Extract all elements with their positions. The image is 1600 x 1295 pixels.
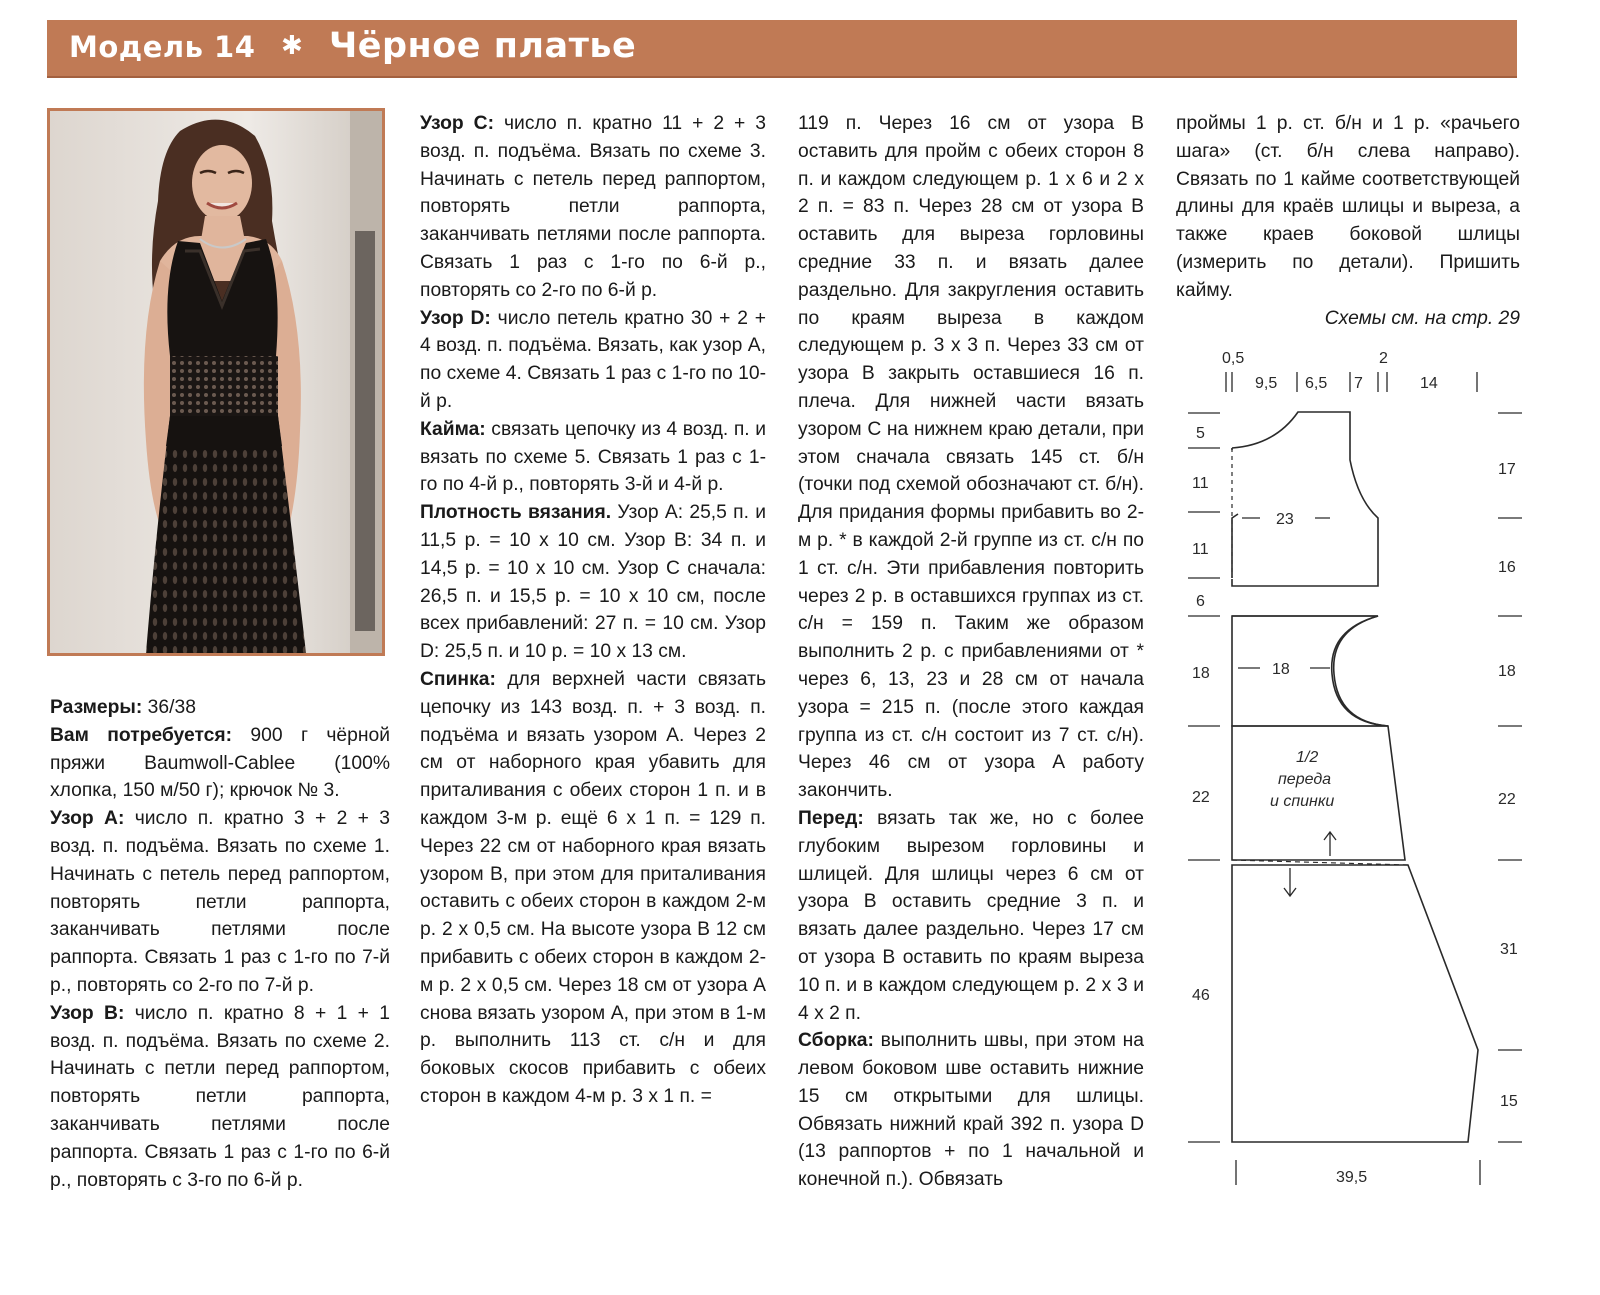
sizes-label: Размеры: — [50, 697, 143, 718]
back-text: для верхней части связать цепочку из 143 возд. п. + 3 возд. п. подъёма и вязать узором А. Через 2 см от наборного края убавить для приталивания с обеих сторон 1 п. и в каждом 3-м р. ещё 6 х 1 п. = 129 п. Через 22 см от наборного края вязать узором В, при этом для приталивания оставить с обеих сторон в каждом 2-м р. 2 х 0,5 см. На высоте узора В 12 см прибавить с обеих сторон в каждом 2-м р. 2 х 0,5 см. Через 18 см от узора А снова вязать узором А, при этом в 1-м р. выполнить 113 ст. с/н и для боковых скосов прибавить с обеих сторон в каждом 4-м р. 3 х 1 п. = — [420, 668, 766, 1107]
asterisk-icon: ✱ — [281, 31, 304, 61]
piece-label-line-2: переда — [1278, 771, 1332, 788]
back-label: Спинка: — [420, 668, 496, 690]
page-title — [69, 26, 636, 66]
sizes-text: 36/38 — [142, 697, 196, 718]
text-column-4 — [1176, 110, 1520, 332]
dim-label-top-4: 2 — [1379, 350, 1388, 367]
pattern-a-label: Узор А: — [50, 808, 125, 830]
materials-text: 900 г чёрной пряжи Baumwoll-Cablee (100% хлопка, 150 м/50 г); крючок № 3. — [50, 724, 390, 802]
pattern-a-paragraph — [50, 805, 390, 1000]
text-column-1 — [50, 694, 390, 1194]
dim-label-left-0: 5 — [1196, 425, 1205, 442]
front-text: вязать так же, но с более глубоким вырезом горловины и шлицей. Для шлицы через 6 см от узора В оставить средние 3 п. и вязать далее раздельно. Через 17 см от узора В оставить по краям выреза 10 п. и в каждом следующем р. 2 х 3 и 4 х 2 п. — [798, 807, 1144, 1024]
dim-label-bottom: 39,5 — [1336, 1169, 1368, 1186]
front-label: Перед: — [798, 807, 864, 829]
model-title: Чёрное платье — [328, 26, 637, 66]
front-paragraph — [798, 805, 1144, 1027]
pattern-c-paragraph — [420, 110, 766, 305]
back-continued-paragraph: 119 п. Через 16 см от узора В оставить для пройм с обеих сторон 8 п. и каждом следующем р. 1 х 6 и 2 х 2 п. = 83 п. Через 28 см от узора В оставить для выреза горловины средние 33 п. и вязать далее раздельно. Для закругления оставить по краям выреза в каждом следующем р. 3 х 3 п. Через 33 см от узора В закрыть оставшиеся 16 п. плеча. Для нижней части вязать узором С на нижнем краю детали, при этом сначала связать 145 ст. б/н (точки под схемой обозначают ст. б/н). Для придания формы прибавить во 2-м р. * в каждой 2-й группе из ст. с/н по 1 ст. с/н. Эти прибавления повторить через 2 р. в оставшихся группах из ст. с/н = 159 п. Таким же образом выполнить 2 р. с прибавлениями от * через 6, 13, 23 и 28 см от начала узора = 215 п. (после этого каждая группа из ст. с/н состоит из 7 ст. с/н). Через 46 см от узора А работу закончить. — [798, 113, 1144, 802]
dim-label-right-1: 16 — [1498, 559, 1516, 576]
model-number: Модель 14 — [69, 30, 256, 64]
dim-label-top-3: 7 — [1354, 375, 1363, 392]
dim-label-right-4: 31 — [1500, 941, 1518, 958]
border-text: связать цепочку из 4 возд. п. и вязать по схеме 5. Связать 1 раз с 1-го по 4-й р., повторять 3-й и 4-й р. — [420, 418, 766, 496]
assembly-label: Сборка: — [798, 1030, 874, 1052]
pattern-b-label: Узор В: — [50, 1002, 125, 1024]
dim-label-left-2: 11 — [1192, 541, 1209, 558]
piece-label-line-3: и спинки — [1270, 793, 1335, 810]
sizes-paragraph — [50, 694, 390, 722]
gauge-label: Плотность вязания. — [420, 502, 612, 524]
dim-label-left-1: 11 — [1192, 475, 1209, 492]
model-photo — [47, 108, 385, 656]
gauge-paragraph — [420, 499, 766, 666]
dim-label-top-0: 0,5 — [1222, 350, 1245, 367]
schemes-reference: Схемы см. на стр. 29 — [1324, 307, 1520, 329]
back-paragraph — [420, 666, 766, 1111]
materials-paragraph — [50, 722, 390, 805]
dim-label-right-3: 22 — [1498, 791, 1516, 808]
pattern-d-text: число петель кратно 30 + 2 + 4 возд. п. подъёма. Вязать, как узор А, по схеме 4. Связать 1 раз с 1-го по 10-й р. — [420, 307, 766, 412]
materials-label: Вам потребуется: — [50, 724, 233, 746]
border-label: Кайма: — [420, 418, 486, 440]
pattern-c-label: Узор С: — [420, 113, 495, 134]
pattern-b-text: число п. кратно 8 + 1 + 1 возд. п. подъёма. Вязать по схеме 2. Начинать с петли перед раппортом, повторять петли раппорта, заканчивать петлями после раппорта. Связать 1 раз с 1-го по 6-й р., повторять с 3-го по 6-й р. — [50, 1002, 390, 1191]
model-photo-illustration — [50, 111, 382, 653]
dim-label-top-1: 9,5 — [1255, 375, 1278, 392]
piece-label-line-1: 1/2 — [1296, 749, 1319, 766]
dim-label-inner-1: 18 — [1272, 661, 1290, 678]
pattern-a-text: число п. кратно 3 + 2 + 3 возд. п. подъёма. Вязать по схеме 1. Начинать с петель перед раппортом, повторять петли раппорта, заканчивать петлями после раппорта. Связать 1 раз с 1-го по 7-й р., повторять со 2-го по 7-й р. — [50, 808, 390, 996]
border-paragraph — [420, 416, 766, 499]
pattern-outline — [1188, 372, 1522, 1185]
pattern-b-paragraph — [50, 1000, 390, 1195]
dim-label-inner-0: 23 — [1276, 511, 1294, 528]
dim-label-right-0: 17 — [1498, 461, 1516, 478]
diagram-labels — [1192, 350, 1518, 1186]
assembly-text: выполнить швы, при этом на левом боковом шве оставить нижние 15 см открытыми для шлицы. Обвязать нижний край 392 п. узора D (13 раппортов + по 1 начальной и конечной п.). Обвязать — [798, 1030, 1144, 1191]
dim-label-top-5: 14 — [1420, 375, 1438, 392]
dim-label-top-2: 6,5 — [1305, 375, 1328, 392]
assembly-paragraph — [798, 1027, 1144, 1194]
dim-label-left-5: 22 — [1192, 789, 1210, 806]
dim-label-left-4: 18 — [1192, 665, 1210, 682]
gauge-text: Узор А: 25,5 п. и 11,5 р. = 10 х 10 см. Узор В: 34 п. и 14,5 р. = 10 х 10 см. Узор С сначала: 26,5 п. и 15,5 р. = 10 х 10 см, после всех прибавлений: 27 п. = 10 см. Узор D: 25,5 п. и 10 р. = 10 х 13 см. — [420, 502, 766, 663]
dim-label-right-5: 15 — [1500, 1093, 1518, 1110]
dim-label-right-2: 18 — [1498, 663, 1516, 680]
pattern-d-paragraph — [420, 305, 766, 416]
text-column-3 — [798, 110, 1144, 1194]
dim-label-left-3: 6 — [1196, 593, 1205, 610]
pattern-diagram — [1180, 340, 1530, 1200]
text-column-2 — [420, 110, 766, 1111]
title-banner — [47, 20, 1517, 76]
dim-label-left-6: 46 — [1192, 987, 1210, 1004]
pattern-d-label: Узор D: — [420, 307, 491, 329]
pattern-c-text: число п. кратно 11 + 2 + 3 возд. п. подъёма. Вязать по схеме 3. Начинать с петель перед раппортом, повторять петли раппорта, заканчивать петлями после раппорта. Связать 1 раз с 1-го по 6-й р., повторять со 2-го по 6-й р. — [420, 113, 766, 301]
assembly-continued-paragraph: проймы 1 р. ст. б/н и 1 р. «рачьего шага» (ст. б/н слева направо). Связать по 1 кайме соответствующей длины для краёв шлицы и выреза, а также краев боковой шлицы (измерить по детали). Пришить кайму. — [1176, 113, 1520, 301]
